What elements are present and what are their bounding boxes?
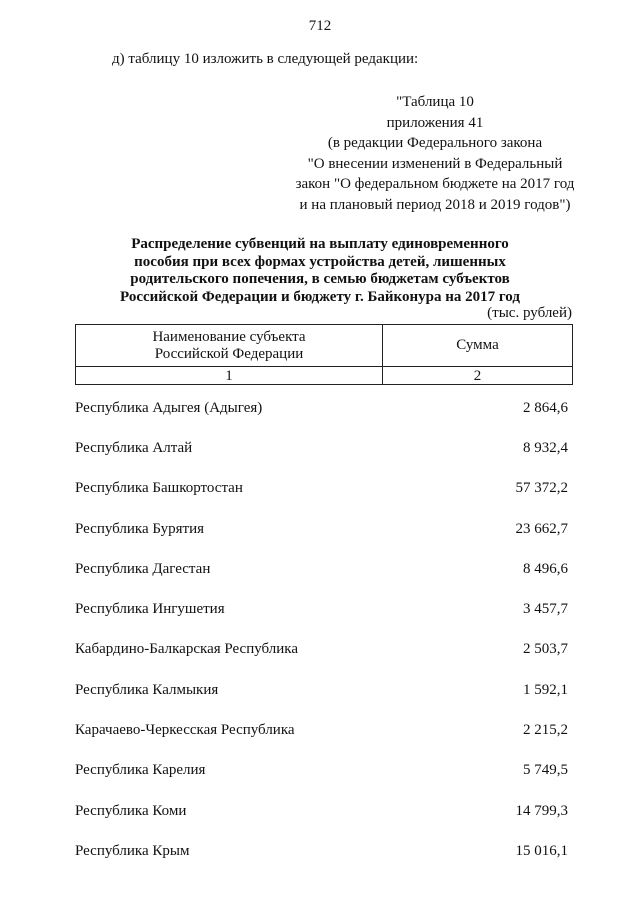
table-reference-line: "Таблица 10 bbox=[396, 94, 474, 110]
amount-value: 5 749,5 bbox=[523, 762, 568, 779]
column-number-row bbox=[76, 367, 573, 385]
heading-line: Распределение субвенций на выплату единовременного bbox=[131, 236, 509, 252]
amount-value: 57 372,2 bbox=[515, 480, 568, 497]
region-name: Республика Крым bbox=[75, 842, 190, 859]
table-reference-line: и на плановый период 2018 и 2019 годов") bbox=[299, 196, 571, 213]
amount-value: 3 457,7 bbox=[523, 601, 568, 618]
page-number: 712 bbox=[308, 18, 332, 34]
region-name: Республика Алтай bbox=[75, 439, 193, 456]
table-row bbox=[75, 831, 568, 871]
amendment-instruction: д) таблицу 10 изложить в следующей редакции: bbox=[112, 51, 419, 67]
heading-line: родительского попечения, в семью бюджетам субъектов bbox=[130, 271, 510, 287]
table-row bbox=[75, 670, 568, 710]
region-name: Республика Ингушетия bbox=[75, 601, 225, 618]
amount-value: 8 496,6 bbox=[523, 560, 568, 577]
table-reference-line: (в редакции Федерального закона bbox=[327, 135, 543, 151]
column-number-1: 1 bbox=[76, 367, 383, 385]
region-name: Республика Карелия bbox=[75, 762, 206, 779]
units-label: (тыс. рублей) bbox=[487, 305, 572, 321]
header-sum-cell: Сумма bbox=[383, 325, 573, 367]
amount-value: 2 864,6 bbox=[523, 399, 568, 416]
table-reference-line: "О внесении изменений в Федеральный bbox=[307, 155, 563, 172]
table-row bbox=[75, 469, 568, 509]
region-name: Республика Калмыкия bbox=[75, 681, 219, 698]
table-header bbox=[75, 324, 573, 385]
table-row bbox=[75, 388, 568, 428]
table-row bbox=[75, 791, 568, 831]
amount-value: 15 016,1 bbox=[515, 842, 568, 859]
amount-value: 8 932,4 bbox=[523, 439, 568, 456]
heading-line: Российской Федерации и бюджету г. Байконура на 2017 год bbox=[120, 288, 520, 305]
table-body bbox=[75, 388, 568, 872]
region-name: Республика Дагестан bbox=[75, 560, 211, 577]
table-row bbox=[75, 549, 568, 589]
table-row bbox=[75, 630, 568, 670]
region-name: Республика Бурятия bbox=[75, 520, 205, 537]
region-name: Кабардино-Балкарская Республика bbox=[75, 641, 299, 658]
table-row bbox=[75, 751, 568, 791]
table-reference-line: закон "О федеральном бюджете на 2017 год bbox=[295, 176, 575, 192]
header-name-cell bbox=[76, 325, 383, 367]
header-name-line: Наименование субъекта bbox=[152, 328, 306, 345]
table-row bbox=[75, 509, 568, 549]
table-row bbox=[75, 710, 568, 750]
column-number-2: 2 bbox=[383, 367, 573, 385]
amount-value: 2 215,2 bbox=[523, 722, 568, 739]
amount-value: 1 592,1 bbox=[523, 681, 568, 698]
region-name: Республика Коми bbox=[75, 802, 187, 819]
header-name-line: Российской Федерации bbox=[154, 345, 304, 362]
amount-value: 14 799,3 bbox=[515, 802, 568, 819]
header-row bbox=[76, 325, 573, 367]
amount-value: 2 503,7 bbox=[523, 641, 568, 658]
amount-value: 23 662,7 bbox=[515, 520, 568, 537]
heading-line: пособия при всех формах устройства детей, лишенных bbox=[134, 253, 506, 270]
table-reference-block bbox=[265, 92, 605, 215]
table-reference-line: приложения 41 bbox=[386, 114, 484, 131]
region-name: Республика Башкортостан bbox=[75, 480, 243, 497]
region-name: Республика Адыгея (Адыгея) bbox=[75, 399, 263, 416]
table-row bbox=[75, 589, 568, 629]
table-heading bbox=[80, 236, 560, 306]
region-name: Карачаево-Черкесская Республика bbox=[75, 722, 295, 739]
table-row bbox=[75, 428, 568, 468]
